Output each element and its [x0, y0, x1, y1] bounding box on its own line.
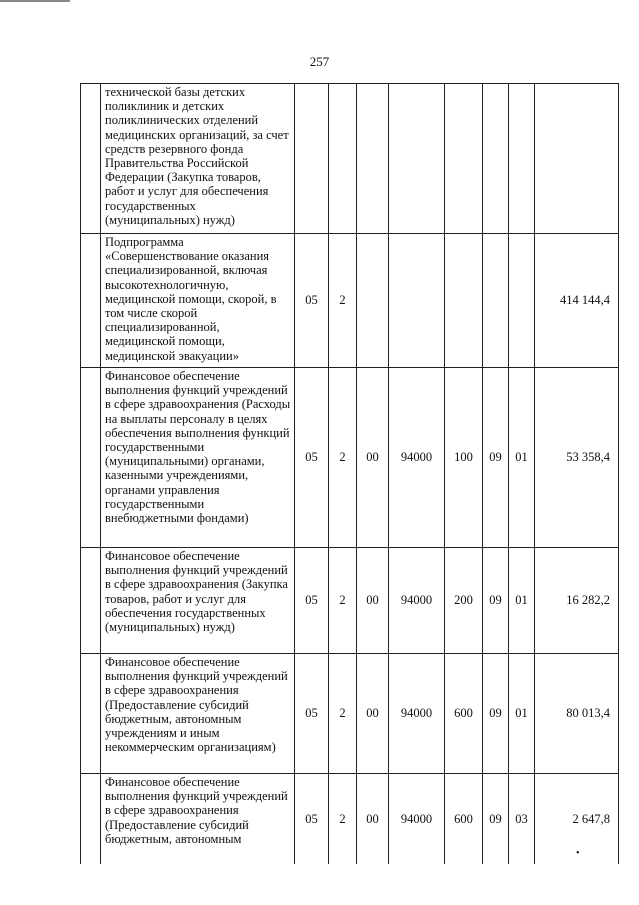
- table-row: [81, 84, 619, 234]
- code-cell-6: 09: [483, 368, 509, 548]
- amount-cell: 16 282,2: [535, 548, 619, 654]
- item-name-cell: Финансовое обеспечение выполнения функций учреждений в сфере здравоохранения (Предоставление субсидий бюджетным, автономным учреждениям и иным некоммерческим организациям): [101, 654, 295, 774]
- code-cell-3: [357, 234, 389, 368]
- code-cell-7: [509, 234, 535, 368]
- code-cell-3: 00: [357, 654, 389, 774]
- code-cell-3: [357, 84, 389, 234]
- code-cell-3: 00: [357, 548, 389, 654]
- code-cell-6: 09: [483, 548, 509, 654]
- code-cell-4: 94000: [389, 368, 445, 548]
- item-name-cell: Финансовое обеспечение выполнения функций учреждений в сфере здравоохранения (Закупка товаров, работ и услуг для обеспечения государственных (муниципальных) нужд): [101, 548, 295, 654]
- code-cell-4: 94000: [389, 548, 445, 654]
- amount-cell: 2 647,8: [535, 774, 619, 864]
- code-cell-6: [483, 84, 509, 234]
- code-cell-2: 2: [329, 368, 357, 548]
- code-cell-2: 2: [329, 774, 357, 864]
- code-cell-3: 00: [357, 774, 389, 864]
- code-cell-3: 00: [357, 368, 389, 548]
- code-cell-1: 05: [295, 368, 329, 548]
- code-cell-4: [389, 234, 445, 368]
- code-cell-6: 09: [483, 774, 509, 864]
- code-cell-5: [445, 84, 483, 234]
- code-cell-1: [295, 84, 329, 234]
- budget-table: [80, 83, 619, 864]
- code-cell-2: 2: [329, 654, 357, 774]
- code-cell-4: [389, 84, 445, 234]
- table-row: [81, 654, 619, 774]
- code-cell-7: 01: [509, 548, 535, 654]
- code-cell-2: 2: [329, 548, 357, 654]
- table-row: [81, 368, 619, 548]
- table-row: [81, 234, 619, 368]
- code-cell-7: 01: [509, 654, 535, 774]
- row-marker-cell: [81, 368, 101, 548]
- code-cell-4: 94000: [389, 654, 445, 774]
- code-cell-1: 05: [295, 654, 329, 774]
- code-cell-4: 94000: [389, 774, 445, 864]
- code-cell-6: [483, 234, 509, 368]
- code-cell-6: 09: [483, 654, 509, 774]
- amount-cell: 53 358,4: [535, 368, 619, 548]
- code-cell-1: 05: [295, 548, 329, 654]
- code-cell-1: 05: [295, 234, 329, 368]
- code-cell-5: 100: [445, 368, 483, 548]
- amount-cell: 80 013,4: [535, 654, 619, 774]
- table-row: [81, 548, 619, 654]
- code-cell-7: 01: [509, 368, 535, 548]
- code-cell-7: [509, 84, 535, 234]
- table-row: [81, 774, 619, 864]
- code-cell-5: 600: [445, 774, 483, 864]
- row-marker-cell: [81, 654, 101, 774]
- code-cell-1: 05: [295, 774, 329, 864]
- item-name-cell: технической базы детских поликлиник и детских поликлинических отделений медицинских организаций, за счет средств резервного фонда Правительства Российской Федерации (Закупка товаров, работ и услуг для обеспечения государственных (муниципальных) нужд): [101, 84, 295, 234]
- top-rule: [0, 0, 70, 2]
- code-cell-2: [329, 84, 357, 234]
- scan-dot: •: [576, 848, 580, 859]
- item-name-cell: Финансовое обеспечение выполнения функций учреждений в сфере здравоохранения (Расходы на выплаты персоналу в целях обеспечения выполнения функций государственными (муниципальными) органами, казенными учреждениями, органами управления государственными внебюджетными фондами): [101, 368, 295, 548]
- code-cell-2: 2: [329, 234, 357, 368]
- code-cell-5: 600: [445, 654, 483, 774]
- page-number: 257: [309, 54, 330, 69]
- row-marker-cell: [81, 234, 101, 368]
- row-marker-cell: [81, 84, 101, 234]
- amount-cell: [535, 84, 619, 234]
- code-cell-7: 03: [509, 774, 535, 864]
- row-marker-cell: [81, 548, 101, 654]
- item-name-cell: Подпрограмма «Совершенствование оказания специализированной, включая высокотехнологичную, медицинской помощи, скорой, в том числе скорой специализированной, медицинской помощи, медицинской эвакуации»: [101, 234, 295, 368]
- amount-cell: 414 144,4: [535, 234, 619, 368]
- row-marker-cell: [81, 774, 101, 864]
- code-cell-5: 200: [445, 548, 483, 654]
- code-cell-5: [445, 234, 483, 368]
- item-name-cell: Финансовое обеспечение выполнения функций учреждений в сфере здравоохранения (Предоставление субсидий бюджетным, автономным: [101, 774, 295, 864]
